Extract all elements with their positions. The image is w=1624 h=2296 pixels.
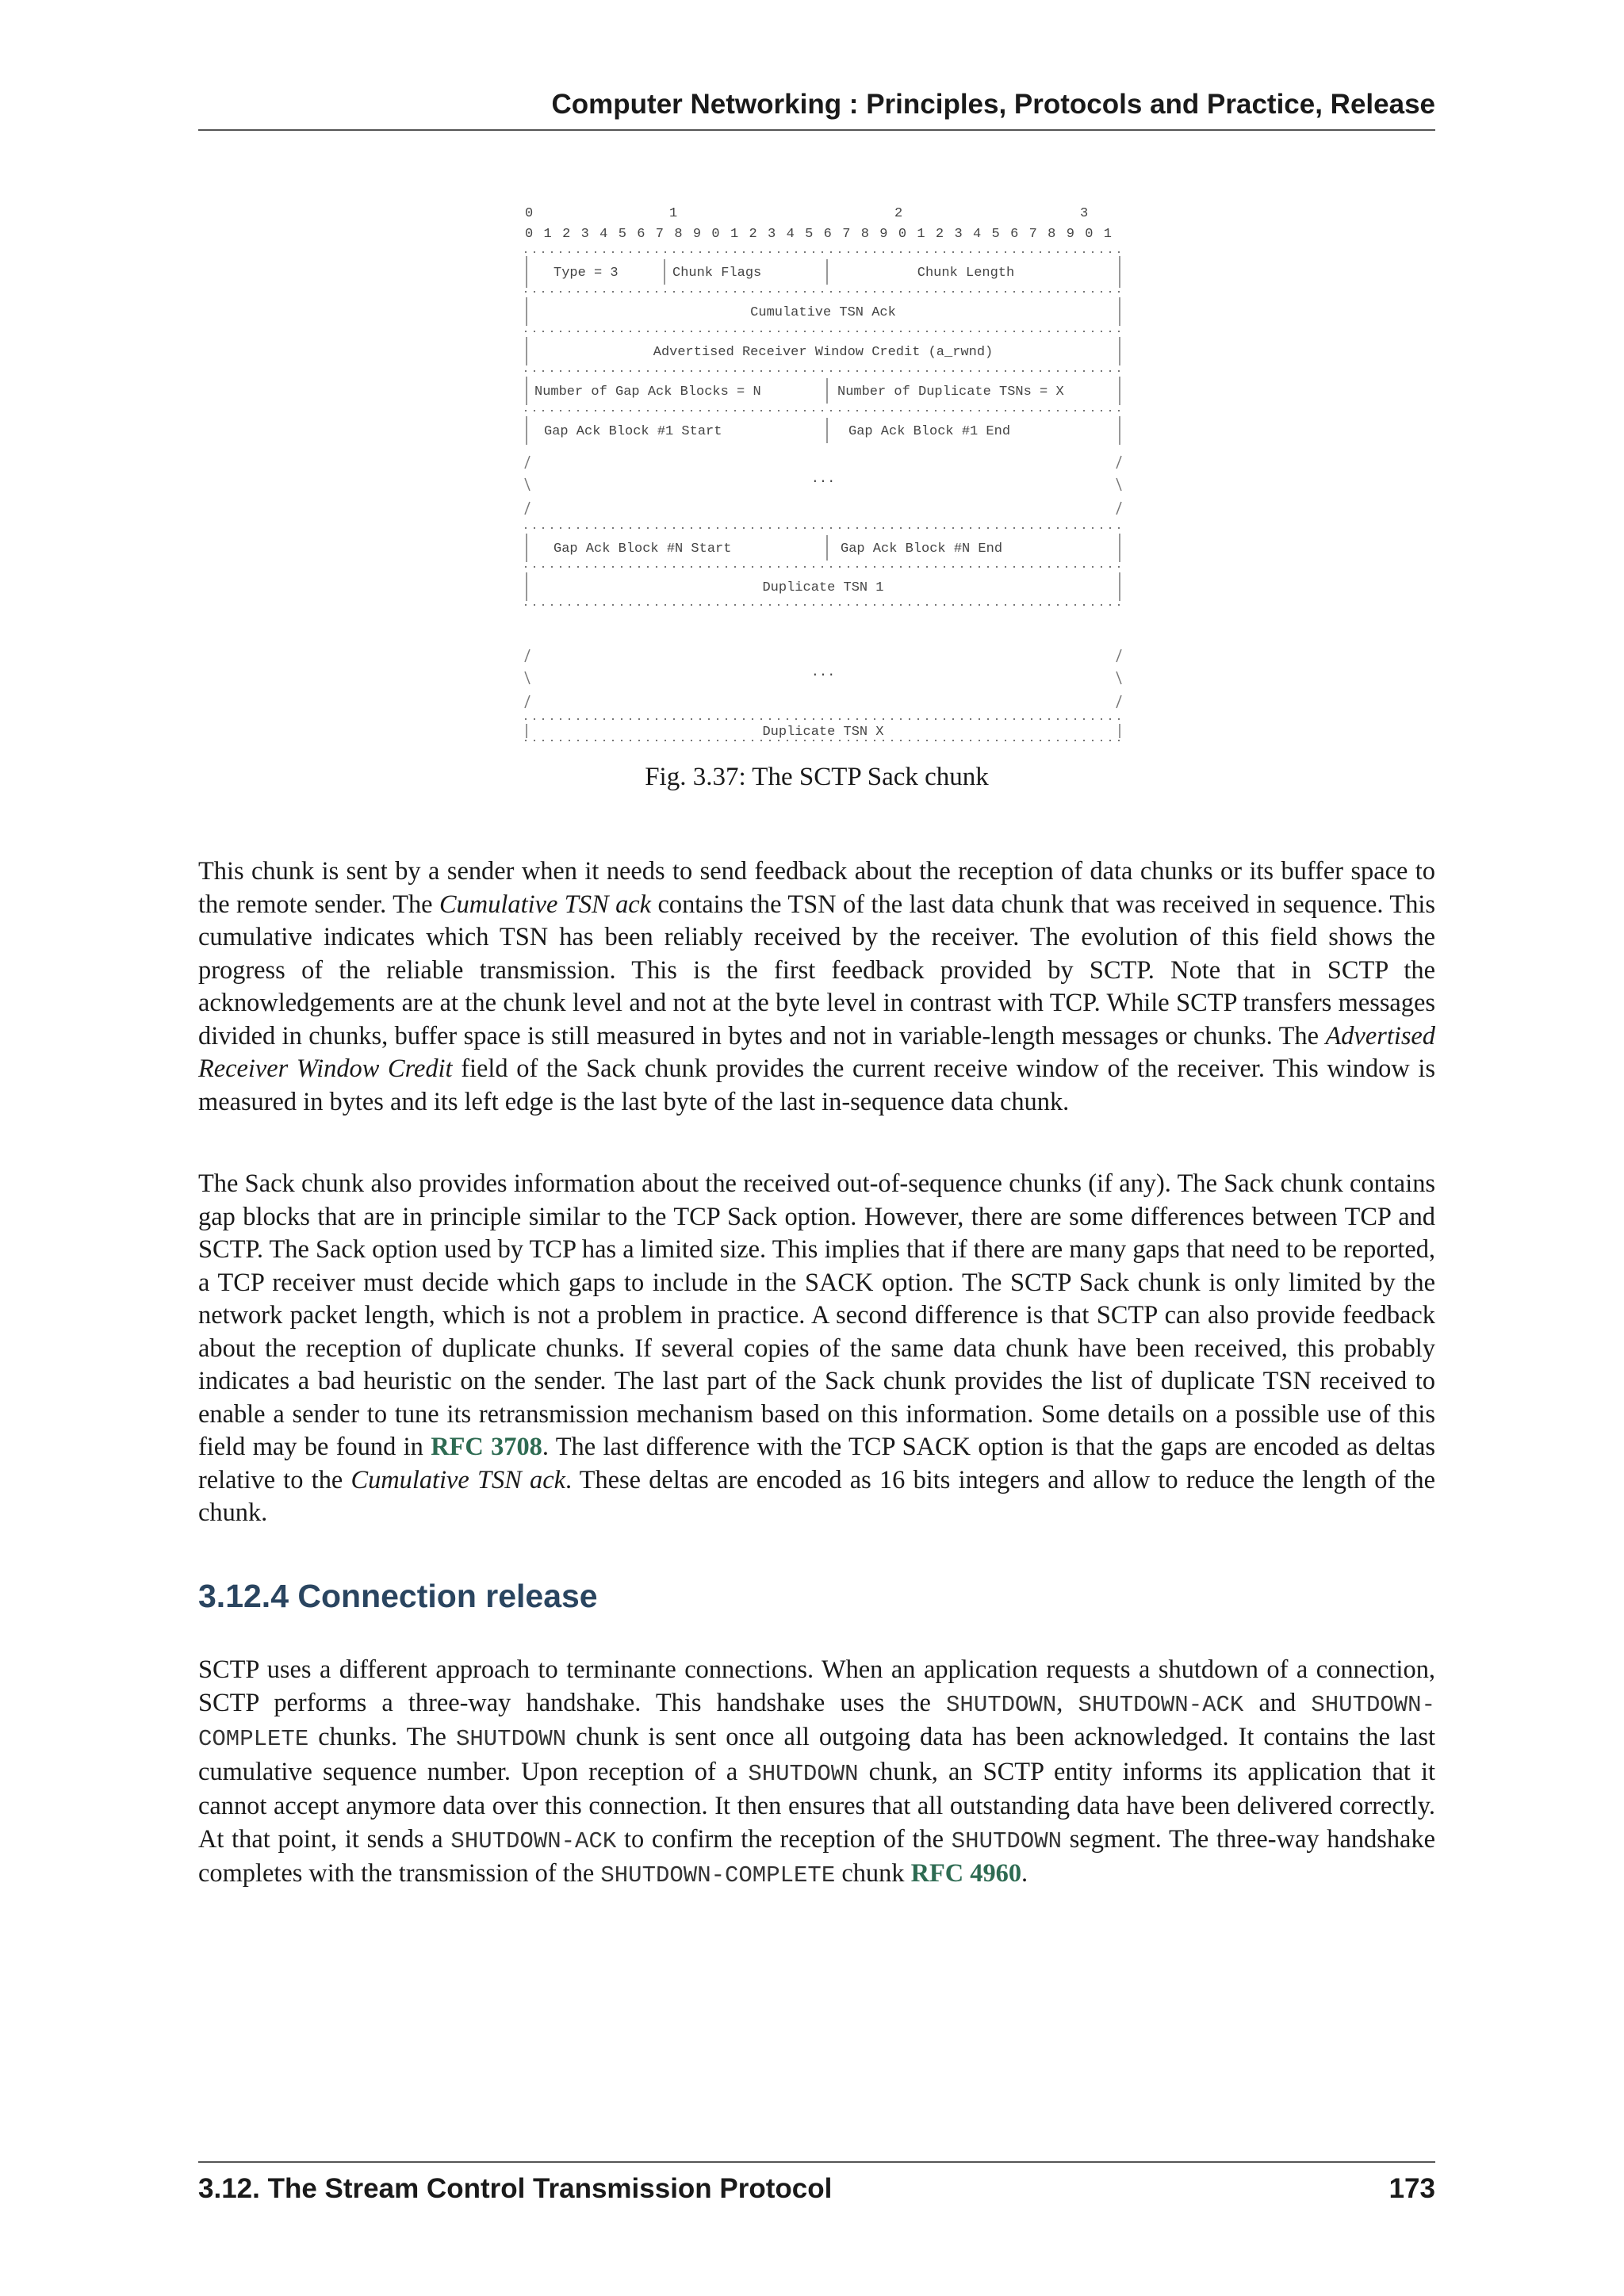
field-duplicate-tsn-1: Duplicate TSN 1 [762, 580, 884, 595]
running-header: Computer Networking : Principles, Protocols and Practice, Release [551, 89, 1435, 120]
paragraph-connection-release: SCTP uses a different approach to terminante connections. When an application requests a shutdown of a connection, SCTP performs a three-way handshake. This handshake uses the SHUTDOWN, SHUTDOWN-ACK and SHUTDOWN-COMPLETE chunks. The SHUTDOWN chunk is sent once all outgoing data has been acknowledged. It contains the last cumulative sequence number. Upon reception of a SHUTDOWN chunk, an SCTP entity informs its application that it cannot accept anymore data over this connection. It then ensures that all outstanding data have been delivered correctly. At that point, it sends a SHUTDOWN-ACK to confirm the reception of the SHUTDOWN segment. The three-way handshake completes with the transmission of the SHUTDOWN-COMPLETE chunk RFC 4960. [198, 1655, 1435, 1888]
continuation-mark [1116, 478, 1121, 491]
field-gapn-end: Gap Ack Block #N End [841, 541, 1003, 557]
continuation-mark [525, 695, 530, 708]
continuation-mark [525, 672, 530, 684]
field-duplicate-tsn-x: Duplicate TSN X [762, 725, 884, 740]
continuation-mark [525, 649, 530, 662]
field-chunk-flags: Chunk Flags [672, 266, 762, 281]
sack-chunk-figure [522, 202, 1124, 743]
ruler-tens-3: 3 [1080, 206, 1089, 221]
field-gap1-end: Gap Ack Block #1 End [848, 424, 1011, 439]
continuation-mark [525, 456, 530, 469]
ruler-tens-2: 2 [894, 206, 903, 221]
continuation-mark [1116, 502, 1121, 515]
section-heading: 3.12.4 Connection release [198, 1578, 598, 1614]
ellipsis: ... [810, 472, 836, 487]
paragraph-gap-blocks: The Sack chunk also provides information about the received out-of-sequence chunks (if any). The Sack chunk contains gap blocks that are in principle similar to the TCP Sack option. However, there are some differences between TCP and SCTP. The Sack option used by TCP has a limited size. This implies that if there are many gaps that need to be reported, a TCP receiver must decide which gaps to include in the SACK option. The SCTP Sack chunk is only limited by the network packet length, which is not a problem in practice. A second difference is that SCTP can also provide feedback about the reception of duplicate chunks. If several copies of the same data chunk have been received, this probably indicates a bad heuristic on the sender. The last part of the Sack chunk provides the list of duplicate TSN received to enable a sender to tune its retransmission mechanism based on this information. Some details on a possible use of this field may be found in RFC 3708. The last difference with the TCP SACK option is that the gaps are encoded as deltas relative to the Cumulative TSN ack. These deltas are encoded as 16 bits integers and allow to reduce the length of the chunk. [198, 1169, 1435, 1527]
field-num-duplicate-tsns: Number of Duplicate TSNs = X [837, 385, 1064, 400]
continuation-mark [525, 478, 530, 491]
ruler-tens-0: 0 [525, 206, 534, 221]
continuation-mark [1116, 695, 1121, 708]
ruler-tens-1: 1 [669, 206, 678, 221]
field-a-rwnd: Advertised Receiver Window Credit (a_rwnd) [653, 345, 994, 360]
page-number: 173 [1388, 2173, 1435, 2204]
ruler-units: 0 1 2 3 4 5 6 7 8 9 0 1 2 3 4 5 6 7 8 9 0 1 2 3 4 5 6 7 8 9 0 1 [525, 227, 1112, 242]
continuation-mark [525, 502, 530, 515]
field-gap1-start: Gap Ack Block #1 Start [544, 424, 722, 439]
field-chunk-length: Chunk Length [917, 266, 1015, 281]
footer-rule [198, 2161, 1435, 2163]
field-num-gap-ack-blocks: Number of Gap Ack Blocks = N [534, 385, 761, 400]
rfc-3708-link[interactable]: RFC 3708 [431, 1433, 542, 1461]
field-gapn-start: Gap Ack Block #N Start [553, 541, 732, 557]
figure-caption: Fig. 3.37: The SCTP Sack chunk [645, 763, 989, 791]
ellipsis: ... [810, 665, 836, 680]
continuation-mark [1116, 672, 1121, 684]
header-rule [198, 129, 1435, 131]
footer-section-title: 3.12. The Stream Control Transmission Protocol [198, 2173, 833, 2204]
continuation-mark [1116, 649, 1121, 662]
continuation-mark [1116, 456, 1121, 469]
field-type: Type = 3 [553, 266, 619, 281]
rfc-4960-link[interactable]: RFC 4960 [910, 1859, 1022, 1888]
paragraph-sack-feedback: This chunk is sent by a sender when it needs to send feedback about the reception of data chunks or its buffer space to the remote sender. The Cumulative TSN ack contains the TSN of the last data chunk that was received in sequence. This cumulative indicates which TSN has been reliably received by the receiver. The evolution of this field shows the progress of the reliable transmission. This is the first feedback provided by SCTP. Note that in SCTP the acknowledgements are at the chunk level and not at the byte level in contrast with TCP. While SCTP transfers messages divided in chunks, buffer space is still measured in bytes and not in variable-length messages or chunks. The Advertised Receiver Window Credit field of the Sack chunk provides the current receive window of the receiver. This window is measured in bytes and its left edge is the last byte of the last in-sequence data chunk. [198, 857, 1435, 1116]
field-cumulative-tsn-ack: Cumulative TSN Ack [750, 305, 896, 320]
